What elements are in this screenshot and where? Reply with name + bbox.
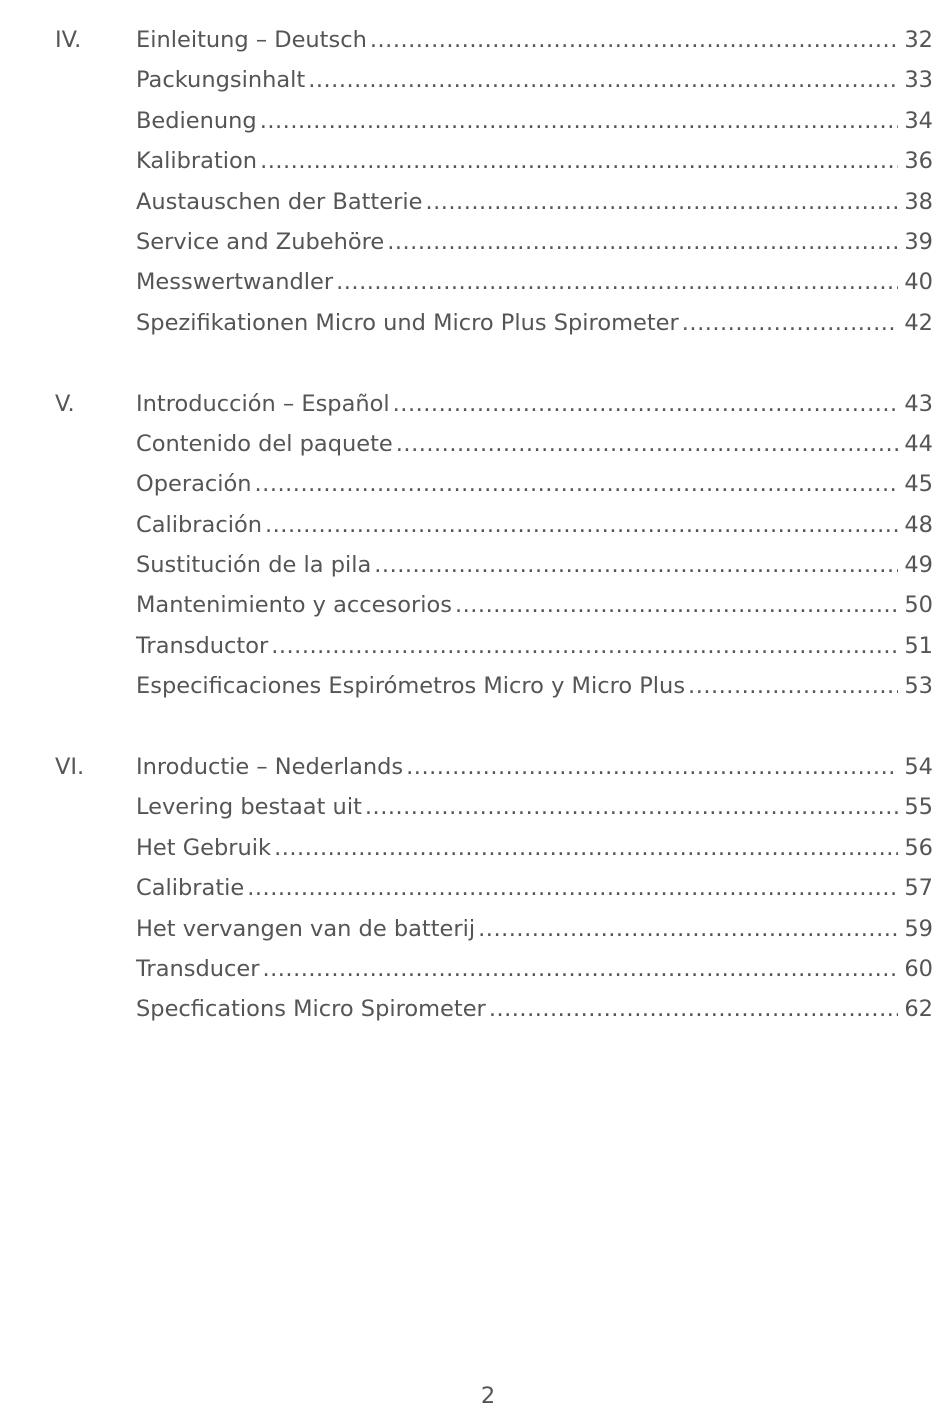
entry-page-number: 33 — [904, 67, 933, 94]
entry-title: Spezifikationen Micro und Micro Plus Spirometer — [136, 309, 679, 336]
table-of-contents — [55, 20, 933, 1030]
entry-title: Transducer — [136, 955, 260, 982]
toc-entry[interactable] — [55, 585, 933, 625]
entry-page-number: 55 — [904, 794, 933, 821]
entry-page-number: 50 — [904, 592, 933, 619]
entry-title: Messwertwandler — [136, 269, 334, 296]
entry-title: Calibración — [136, 511, 262, 538]
entry-page-number: 44 — [904, 430, 933, 457]
toc-entry[interactable] — [55, 909, 933, 949]
entry-page-number: 43 — [904, 390, 933, 417]
section-numeral: V. — [55, 390, 75, 417]
dot-leader — [370, 20, 899, 60]
entry-title: Het vervangen van de batterij — [136, 915, 476, 942]
entry-title: Inroductie – Nederlands — [136, 754, 404, 781]
toc-entry[interactable] — [55, 20, 933, 60]
entry-title: Austauschen der Batterie — [136, 188, 423, 215]
entry-title: Packungsinhalt — [136, 67, 306, 94]
toc-entry[interactable] — [55, 262, 933, 302]
entry-title: Het Gebruik — [136, 834, 272, 861]
toc-entry[interactable] — [55, 747, 933, 787]
toc-entry[interactable] — [55, 101, 933, 141]
entry-title: Sustitución de la pila — [136, 552, 372, 579]
entry-page-number: 39 — [904, 228, 933, 255]
entry-title: Operación — [136, 471, 252, 498]
dot-leader — [247, 868, 898, 908]
toc-entry[interactable] — [55, 989, 933, 1029]
entry-title: Kalibration — [136, 148, 258, 175]
entry-page-number: 60 — [904, 955, 933, 982]
toc-entry[interactable] — [55, 626, 933, 666]
entry-page-number: 38 — [904, 188, 933, 215]
section-numeral: VI. — [55, 754, 85, 781]
dot-leader — [489, 989, 899, 1029]
toc-entry[interactable] — [55, 222, 933, 262]
dot-leader — [336, 262, 898, 302]
entry-title: Mantenimiento y accesorios — [136, 592, 452, 619]
dot-leader — [365, 787, 898, 827]
toc-entry[interactable] — [55, 545, 933, 585]
dot-leader — [393, 384, 899, 424]
toc-entry[interactable] — [55, 182, 933, 222]
toc-entry[interactable] — [55, 666, 933, 706]
dot-leader — [262, 949, 898, 989]
entry-title: Especificaciones Espirómetros Micro y Micro Plus — [136, 673, 686, 700]
entry-title: Contenido del paquete — [136, 430, 393, 457]
entry-title: Introducción – Español — [136, 390, 390, 417]
dot-leader — [271, 626, 898, 666]
toc-entry[interactable] — [55, 868, 933, 908]
toc-entry[interactable] — [55, 787, 933, 827]
entry-page-number: 48 — [904, 511, 933, 538]
dot-leader — [308, 60, 898, 100]
toc-section-vi — [55, 747, 933, 1030]
entry-title: Transductor — [136, 632, 269, 659]
dot-leader — [396, 424, 899, 464]
dot-leader — [682, 303, 899, 343]
entry-page-number: 32 — [904, 27, 933, 53]
dot-leader — [425, 182, 898, 222]
entry-title: Bedienung — [136, 107, 257, 134]
dot-leader — [260, 101, 899, 141]
toc-entry[interactable] — [55, 949, 933, 989]
entry-title: Specfications Micro Spirometer — [136, 996, 486, 1023]
entry-page-number: 62 — [904, 996, 933, 1023]
dot-leader — [688, 666, 898, 706]
dot-leader — [455, 585, 898, 625]
entry-title: Levering bestaat uit — [136, 794, 362, 821]
toc-entry[interactable] — [55, 60, 933, 100]
entry-page-number: 34 — [904, 107, 933, 134]
dot-leader — [387, 222, 898, 262]
entry-page-number: 51 — [904, 632, 933, 659]
entry-title: Calibratie — [136, 875, 245, 902]
dot-leader — [274, 828, 898, 868]
entry-page-number: 54 — [904, 754, 933, 781]
dot-leader — [255, 464, 899, 504]
dot-leader — [265, 505, 898, 545]
toc-entry[interactable] — [55, 141, 933, 181]
entry-title: Service and Zubehöre — [136, 228, 385, 255]
toc-entry[interactable] — [55, 464, 933, 504]
toc-section-v — [55, 384, 933, 707]
section-numeral: IV. — [55, 27, 82, 53]
entry-page-number: 40 — [904, 269, 933, 296]
entry-page-number: 59 — [904, 915, 933, 942]
toc-entry[interactable] — [55, 505, 933, 545]
entry-page-number: 45 — [904, 471, 933, 498]
toc-entry[interactable] — [55, 828, 933, 868]
entry-title: Einleitung – Deutsch — [136, 27, 367, 53]
entry-page-number: 49 — [904, 552, 933, 579]
dot-leader — [260, 141, 898, 181]
entry-page-number: 42 — [904, 309, 933, 336]
entry-page-number: 53 — [904, 673, 933, 700]
toc-entry[interactable] — [55, 384, 933, 424]
entry-page-number: 57 — [904, 875, 933, 902]
dot-leader — [478, 909, 898, 949]
dot-leader — [374, 545, 898, 585]
entry-page-number: 56 — [904, 834, 933, 861]
toc-entry[interactable] — [55, 424, 933, 464]
page-number: 2 — [480, 1383, 496, 1409]
toc-section-iv — [55, 20, 933, 343]
entry-page-number: 36 — [904, 148, 933, 175]
toc-entry[interactable] — [55, 303, 933, 343]
dot-leader — [406, 747, 898, 787]
